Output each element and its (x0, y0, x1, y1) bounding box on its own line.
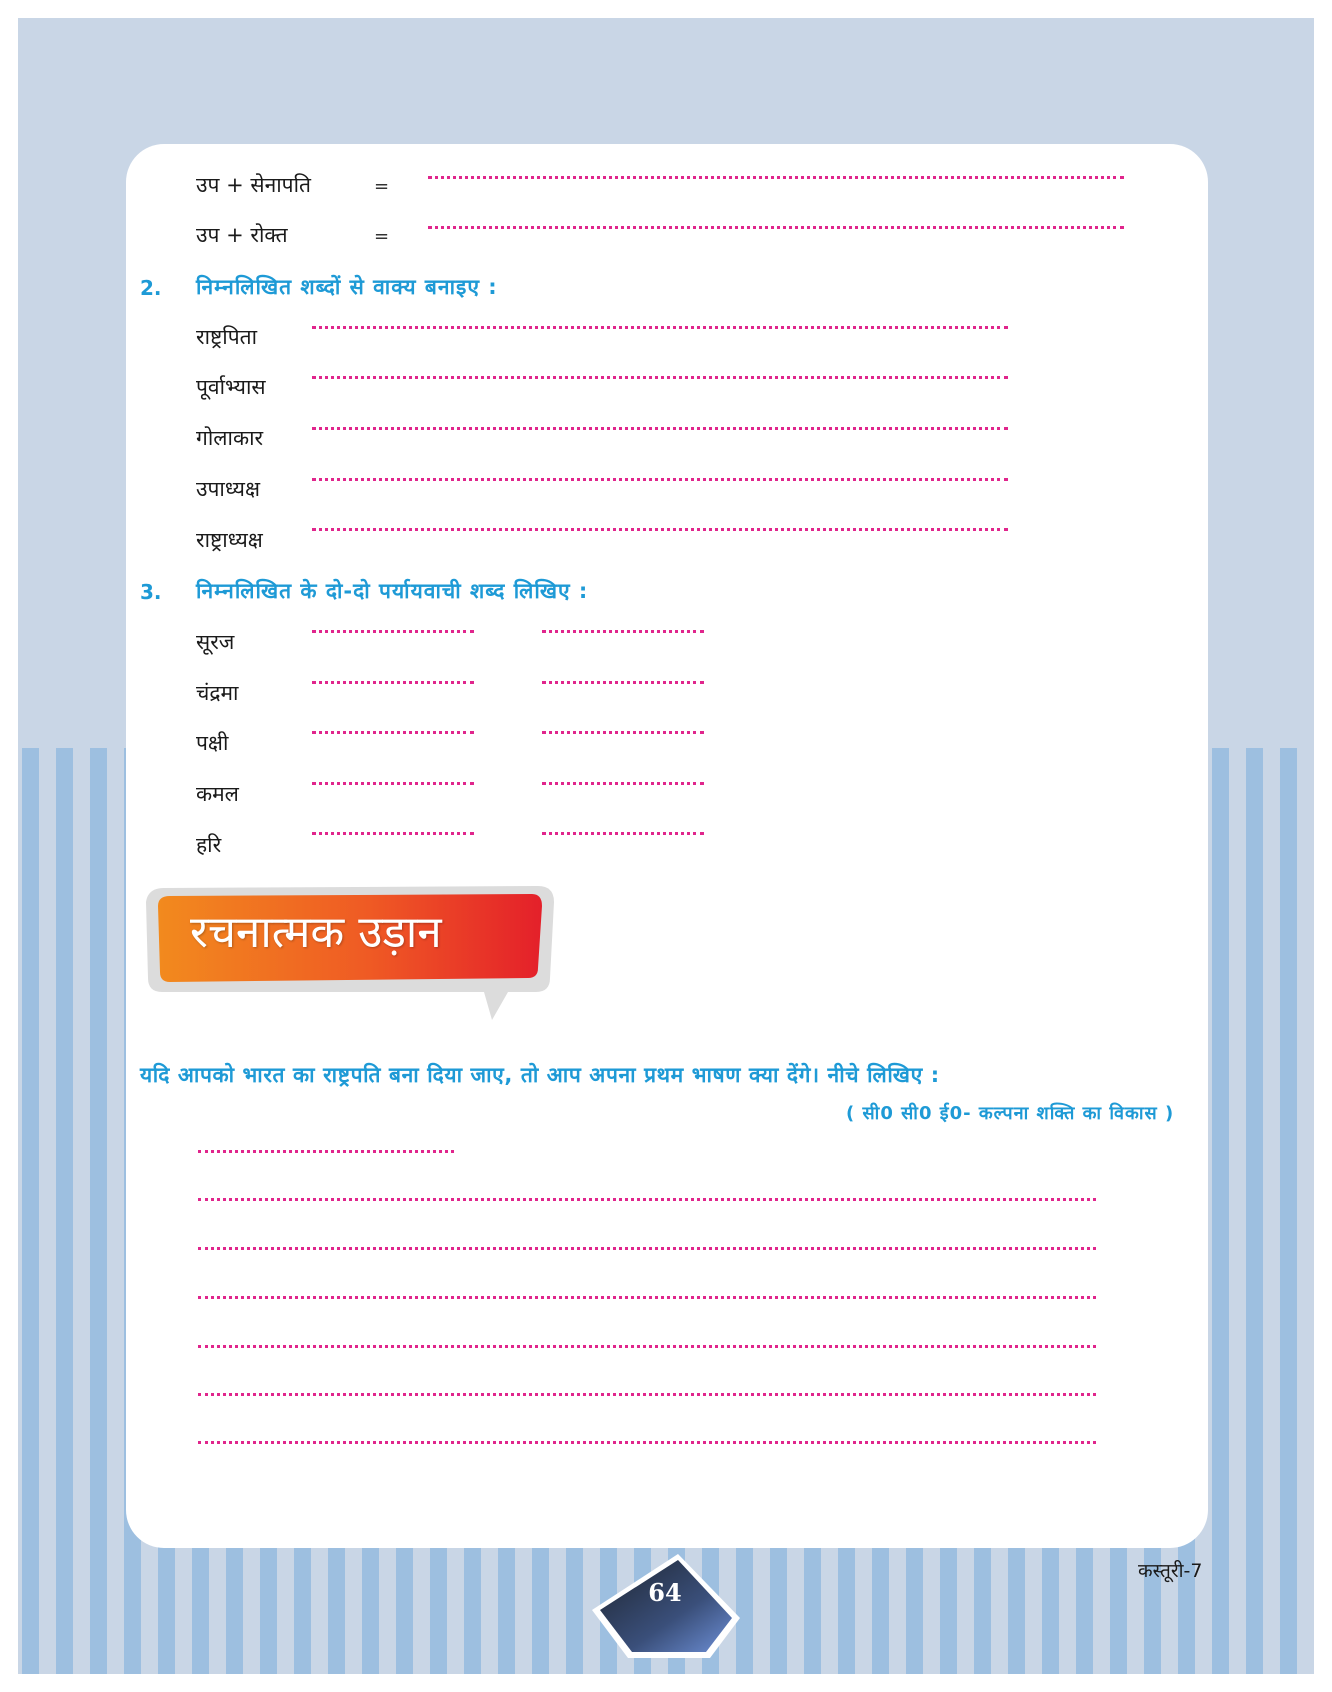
answer-line[interactable] (542, 782, 704, 785)
answer-line[interactable] (312, 427, 1008, 430)
answer-line[interactable] (312, 376, 1008, 379)
answer-line[interactable] (312, 478, 1008, 481)
q3-word-3: पक्षी (196, 731, 229, 755)
q3-word-5: हरि (196, 833, 222, 857)
equals-sign-1: = (374, 176, 390, 197)
question-2-title: निम्नलिखित शब्दों से वाक्य बनाइए : (196, 275, 498, 299)
q3-word-2: चंद्रमा (196, 681, 239, 705)
answer-line[interactable] (198, 1393, 1096, 1396)
answer-line[interactable] (428, 176, 1124, 179)
sandhi-term-1: उप + सेनापति (196, 173, 312, 197)
answer-line[interactable] (542, 832, 704, 835)
q2-word-2: पूर्वाभ्यास (196, 375, 266, 399)
answer-line[interactable] (542, 630, 704, 633)
answer-line[interactable] (198, 1345, 1096, 1348)
q2-word-1: राष्ट्रपिता (196, 325, 258, 349)
answer-line[interactable] (312, 630, 474, 633)
q2-word-5: राष्ट्राध्यक्ष (196, 528, 263, 552)
q3-word-1: सूरज (196, 630, 235, 654)
banner-title: रचनात्मक उड़ान (190, 907, 442, 958)
question-number-2: 2. (140, 276, 162, 300)
equals-sign-2: = (374, 226, 390, 247)
answer-line[interactable] (312, 832, 474, 835)
creative-prompt: यदि आपको भारत का राष्ट्रपति बना दिया जाए, तो आप अपना प्रथम भाषण क्या देंगे। नीचे लिखिए : (140, 1063, 940, 1087)
question-number-3: 3. (140, 580, 162, 604)
q3-word-4: कमल (196, 782, 239, 806)
worksheet-card (126, 144, 1208, 1548)
answer-line[interactable] (312, 528, 1008, 531)
answer-line[interactable] (198, 1198, 1096, 1201)
page-number: 64 (648, 1578, 682, 1607)
background-stripe (1212, 748, 1229, 1674)
page-number-badge (590, 1548, 750, 1668)
answer-line[interactable] (312, 326, 1008, 329)
book-title: कस्तूरी-7 (1138, 1560, 1203, 1582)
background-stripe (90, 748, 107, 1674)
answer-line[interactable] (312, 681, 474, 684)
background-stripe (56, 748, 73, 1674)
answer-line[interactable] (542, 731, 704, 734)
background-stripe (1246, 748, 1263, 1674)
background-stripe (22, 748, 39, 1674)
sandhi-term-2: उप + रोक्त (196, 223, 288, 247)
q2-word-4: उपाध्यक्ष (196, 477, 261, 501)
answer-line[interactable] (542, 681, 704, 684)
answer-line[interactable] (198, 1296, 1096, 1299)
answer-line[interactable] (198, 1247, 1096, 1250)
answer-line[interactable] (198, 1441, 1096, 1444)
answer-line[interactable] (312, 782, 474, 785)
question-3-title: निम्नलिखित के दो-दो पर्यायवाची शब्द लिखिए : (196, 579, 589, 603)
answer-line[interactable] (198, 1150, 454, 1153)
answer-line[interactable] (428, 226, 1124, 229)
answer-line[interactable] (312, 731, 474, 734)
cce-note: ( सी0 सी0 ई0- कल्पना शक्ति का विकास ) (846, 1103, 1175, 1124)
q2-word-3: गोलाकार (196, 426, 264, 450)
background-stripe (1280, 748, 1297, 1674)
